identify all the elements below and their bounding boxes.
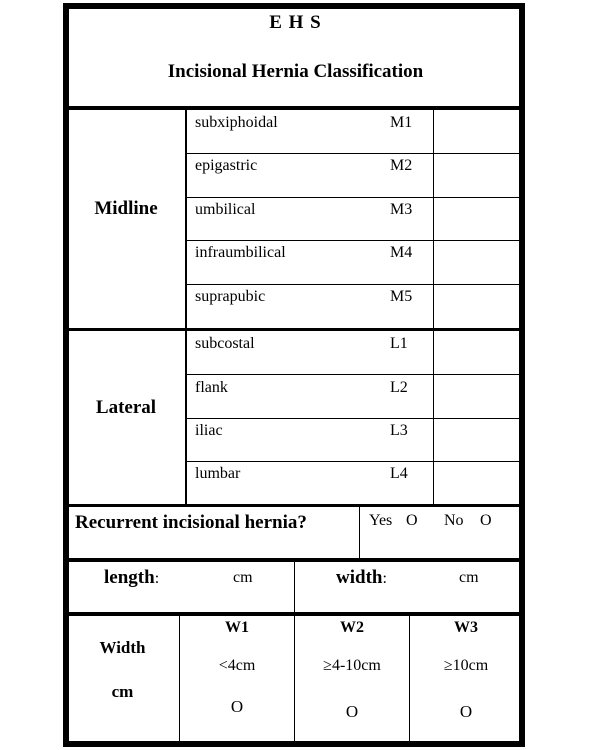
divider-size-col <box>294 561 295 613</box>
recurrent-yes-option[interactable]: O <box>406 512 418 529</box>
checkbox-m4[interactable] <box>435 242 519 283</box>
width-class-w2-range: ≥4-10cm <box>323 657 381 674</box>
checkbox-m1[interactable] <box>435 111 519 152</box>
code-m1: M1 <box>390 114 413 131</box>
width-class-w1-option[interactable]: O <box>230 697 244 716</box>
divider-category-col <box>185 108 187 506</box>
recurrent-no-option[interactable]: O <box>480 512 492 529</box>
width-class-w2-code: W2 <box>340 619 364 636</box>
divider-lateral-recurrent <box>66 504 522 507</box>
width-class-w3-code: W3 <box>454 619 478 636</box>
location-epigastric: epigastric <box>195 157 258 174</box>
checkbox-l3[interactable] <box>435 420 519 460</box>
divider-header <box>66 106 522 110</box>
length-label: length <box>104 567 155 588</box>
code-l3: L3 <box>390 422 408 439</box>
divider-row <box>186 374 520 375</box>
divider-row <box>186 240 520 241</box>
code-l1: L1 <box>390 335 408 352</box>
width-class-w3-option[interactable]: O <box>459 702 473 721</box>
location-iliac: iliac <box>195 422 223 439</box>
header-title-ehs: E H S <box>269 12 322 33</box>
checkbox-l2[interactable] <box>435 376 519 417</box>
width-class-w3-range: ≥10cm <box>443 657 489 674</box>
checkbox-l4[interactable] <box>435 463 519 503</box>
location-lumbar: lumbar <box>195 465 241 482</box>
length-colon: : <box>154 570 160 587</box>
divider-row <box>186 418 520 419</box>
code-m2: M2 <box>390 157 413 174</box>
location-subcostal: subcostal <box>195 335 255 352</box>
width-class-w1-range: <4cm <box>218 657 256 674</box>
checkbox-l1[interactable] <box>435 332 519 373</box>
recurrent-yes-label: Yes <box>369 512 393 529</box>
header-title: Incisional Hernia Classification <box>167 61 424 82</box>
width-class-w2-option[interactable]: O <box>345 702 359 721</box>
code-l2: L2 <box>390 379 408 396</box>
divider-code-col <box>433 108 434 506</box>
code-m4: M4 <box>390 244 413 261</box>
width-label: width <box>336 567 383 588</box>
code-m3: M3 <box>390 201 413 218</box>
location-flank: flank <box>195 379 228 396</box>
location-infraumbilical: infraumbilical <box>195 244 286 261</box>
checkbox-m5[interactable] <box>435 286 519 327</box>
checkbox-m3[interactable] <box>435 199 519 239</box>
width-class-unit: cm <box>111 682 134 701</box>
checkbox-m2[interactable] <box>435 155 519 196</box>
code-l4: L4 <box>390 465 408 482</box>
width-unit: cm <box>459 569 479 586</box>
width-class-label: Width <box>99 638 146 657</box>
divider-row <box>186 284 520 285</box>
midline-label: Midline <box>94 198 158 219</box>
recurrent-question: Recurrent incisional hernia? <box>75 512 307 533</box>
length-label-wrap <box>104 568 159 587</box>
divider-row <box>186 153 520 154</box>
width-label-wrap <box>336 568 387 587</box>
lateral-label: Lateral <box>95 397 157 418</box>
divider-row <box>186 197 520 198</box>
divider-row <box>186 461 520 462</box>
location-umbilical: umbilical <box>195 201 256 218</box>
code-m5: M5 <box>390 288 413 305</box>
length-unit: cm <box>233 569 253 586</box>
location-suprapubic: suprapubic <box>195 288 266 305</box>
recurrent-no-label: No <box>444 512 464 529</box>
location-subxiphoidal: subxiphoidal <box>195 114 278 131</box>
divider-midline-lateral <box>66 328 522 331</box>
width-class-w1-code: W1 <box>225 619 249 636</box>
width-colon: : <box>382 570 387 587</box>
divider-recurrent-col <box>359 506 360 560</box>
